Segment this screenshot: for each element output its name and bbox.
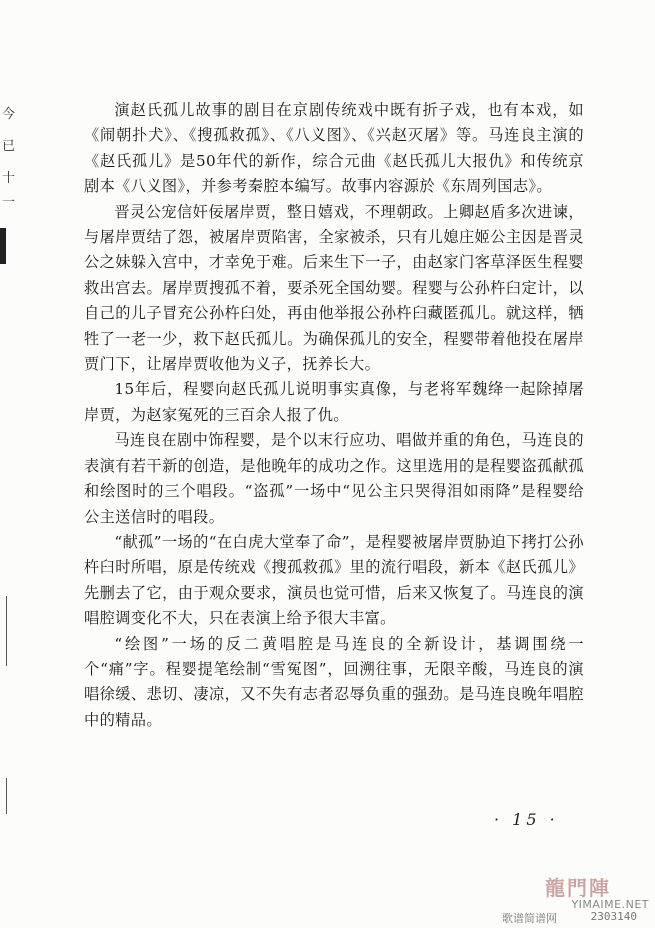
- paragraph-2: 晋灵公宠信奸佞屠岸贾，整日嬉戏，不理朝政。上卿赵盾多次进谏，与屠岸贾结了怨，被屠岸贾陷害，全家被杀，只有儿媳庄姬公主因是晋灵公之妹躲入宫中，才幸免于难。后来生下一子，由赵家门客草泽医生程婴救出宫去。屠岸贾搜孤不着，要杀死全国幼婴。程婴与公孙杵臼定计，以自己的儿子冒充公孙杵臼处，再由他举报公孙杵臼藏匿孤儿。就这样，牺牲了一老一少，救下赵氏孤儿。为确保孤儿的安全，程婴带着他投在屠岸贾门下，让屠岸贾收他为义子，抚养长大。: [84, 202, 584, 374]
- paragraph-5: “献孤”一场的“在白虎大堂奉了命”，是程婴被屠岸贾胁迫下拷打公孙杵臼时所唱，原是传统戏《搜孤救孤》里的流行唱段，新本《赵氏孤儿》先删去了它，由于观众要求，演员也觉可惜，后来又恢复了。马连良的演唱腔调变化不大，只在表演上给予很大丰富。: [84, 532, 584, 628]
- paragraph-6: “绘图”一场的反二黄唱腔是马连良的全新设计，基调围绕一个“痛”字。程婴提笔绘制“雪冤图”，回溯往事，无限辛酸，马连良的演唱徐缓、悲切、凄凉，又不失有志者忍辱负重的强劲。是马连良晚年唱腔中的精品。: [84, 634, 584, 729]
- edge-bar-mark: [0, 228, 6, 264]
- page-number: · 15 ·: [494, 810, 559, 829]
- paragraph-1: 演赵氏孤儿故事的剧目在京剧传统戏中既有折子戏，也有本戏，如《闹朝扑犬》、《搜孤救孤》、《八义图》、《兴赵灭屠》等。马连良主演的《赵氏孤儿》是50年代的新作，综合元曲《赵氏孤儿大报仇》和传统京剧本《八义图》，并参考秦腔本编写。故事内容源於《东周列国志》。: [84, 101, 584, 196]
- edge-glyph-1: 今: [2, 107, 16, 122]
- watermark-ids: 2303140: [590, 910, 637, 923]
- paragraph-3: 15年后，程婴向赵氏孤儿说明事实真像，与老将军魏绛一起除掉屠岸贾，为赵家冤死的三百余人报了仇。: [84, 380, 584, 424]
- edge-line-mark: [6, 596, 7, 666]
- edge-glyph-3: 十: [2, 171, 16, 186]
- edge-glyph-4: 一: [2, 195, 16, 210]
- watermark-site: 歌谱简谱网: [502, 912, 557, 925]
- paragraph-4: 马连良在剧中饰程婴，是个以末行应功、唱做并重的角色，马连良的表演有若干新的创造，是他晚年的成功之作。这里选用的是程婴盗孤献孤和绘图时的三个唱段。“盗孤”一场中“见公主只哭得泪如雨降”是程婴给公主送信时的唱段。: [84, 431, 584, 526]
- watermark-logo: 龍門陣: [545, 876, 611, 900]
- edge-line-mark-2: [6, 778, 7, 814]
- watermark-domain: YIMAIME.NET: [571, 898, 649, 911]
- edge-glyph-2: 已: [2, 139, 16, 154]
- watermark: [499, 866, 649, 924]
- body-text: [84, 98, 584, 733]
